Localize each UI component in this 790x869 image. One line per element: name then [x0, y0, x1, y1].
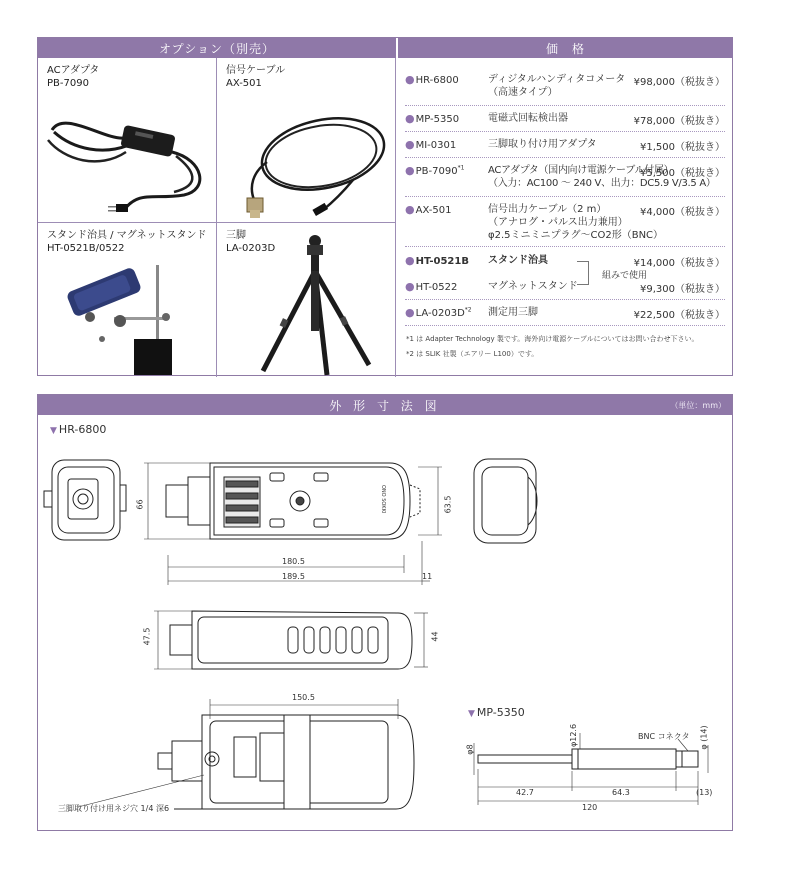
- price-value: ¥22,500（税抜き）: [633, 310, 725, 321]
- mp5350-drawing: [478, 749, 698, 769]
- bullet-icon: ●: [405, 203, 415, 216]
- ac-adapter-image: [44, 100, 214, 220]
- signal-cable-image: [223, 92, 393, 222]
- option-model: LA-0203D: [226, 243, 276, 254]
- price-code: MP-5350: [415, 114, 460, 125]
- bnc-connector-label: BNC コネクタ: [638, 732, 690, 741]
- price-code: PB-7090: [415, 166, 458, 177]
- hr6800-model: HR-6800: [58, 423, 107, 436]
- end-view-right: [474, 459, 537, 543]
- dim-44: 44: [430, 631, 440, 642]
- price-desc: 信号出力ケーブル（2 m）: [488, 204, 607, 215]
- divider: [405, 157, 725, 158]
- price-desc: （入力：AC100 ～ 240 V、出力：DC5.9 V/3.5 A）: [488, 178, 716, 189]
- dimensions-header: [38, 395, 732, 415]
- divider: [405, 325, 725, 326]
- footnote-2: *2 は SLIK 社製（エアリー L100）です。: [406, 350, 539, 358]
- price-desc: 電磁式回転検出器: [488, 113, 568, 124]
- option-model: HT-0521B/0522: [47, 243, 125, 254]
- divider: [405, 105, 725, 106]
- dim-63-5: 63.5: [443, 495, 453, 514]
- price-desc: スタンド治具: [488, 255, 548, 266]
- dim-64-3: 64.3: [612, 788, 630, 797]
- price-desc: 測定用三脚: [488, 307, 538, 318]
- dim-150-5: 150.5: [292, 693, 315, 702]
- price-value: ¥78,000（税抜き）: [633, 116, 725, 127]
- price-desc: （アナログ・パルス出力兼用）: [488, 217, 628, 228]
- triangle-down-icon: ▼: [468, 709, 475, 719]
- divider: [405, 131, 725, 132]
- option-name: ACアダプタ: [47, 65, 100, 76]
- combo-label: 組みで使用: [602, 271, 648, 281]
- price-value: ¥14,000（税抜き）: [633, 258, 725, 269]
- end-view-left: [44, 460, 126, 540]
- option-name: スタンド治具 / マグネットスタンド: [47, 230, 207, 241]
- stand-image: [44, 257, 214, 377]
- bullet-icon: ●: [405, 73, 415, 86]
- price-code: AX-501: [415, 205, 452, 216]
- price-value: ¥9,300（税抜き）: [640, 284, 725, 295]
- mp5350-model: MP-5350: [476, 706, 525, 719]
- bullet-icon: ●: [405, 164, 415, 177]
- footnote-mark: *2: [464, 306, 472, 314]
- dim-13: (13): [696, 788, 713, 797]
- price-desc: 三脚取り付け用アダプタ: [488, 139, 597, 150]
- price-desc: ディジタルハンディタコメータ: [488, 74, 626, 85]
- option-name: 三脚: [226, 230, 246, 241]
- dim-11: 11: [422, 572, 433, 581]
- option-cell-signal-cable: [217, 58, 396, 223]
- hr6800-drawing: [38, 415, 732, 830]
- dimensions-header-text: 外 形 寸 法 図: [329, 398, 441, 413]
- option-cell-tripod: [217, 223, 396, 377]
- price-code: MI-0301: [415, 140, 457, 151]
- price-list: [397, 58, 733, 377]
- dim-180-5: 180.5: [282, 557, 305, 566]
- combo-bracket: [577, 261, 589, 285]
- price-desc: マグネットスタンド: [488, 281, 578, 292]
- price-value: ¥5,500（税抜き）: [640, 168, 725, 179]
- price-desc: （高速タイプ）: [488, 87, 558, 98]
- prices-header-text: 価 格: [545, 41, 585, 56]
- divider: [405, 246, 725, 247]
- unit-label: （単位：mm）: [670, 400, 726, 410]
- price-value: ¥1,500（税抜き）: [640, 142, 725, 153]
- prices-header: [397, 38, 733, 58]
- footnote-1: *1 は Adapter Technology 製です。海外向け電源ケーブルについてはお問い合わせ下さい。: [406, 335, 699, 343]
- device-brand-text: ONO SOKKI: [380, 485, 386, 514]
- footnote-mark: *1: [457, 164, 465, 172]
- bottom-view: [158, 715, 414, 809]
- tripod-image: [223, 227, 393, 377]
- option-cell-ac-adapter: [38, 58, 217, 223]
- option-model: PB-7090: [47, 78, 89, 89]
- divider: [405, 299, 725, 300]
- price-desc: ACアダプタ（国内向け電源ケーブル付属）: [488, 165, 674, 176]
- triangle-down-icon: ▼: [50, 426, 57, 436]
- bullet-icon: ●: [405, 280, 415, 293]
- price-code: HR-6800: [415, 75, 459, 86]
- bullet-icon: ●: [405, 112, 415, 125]
- option-model: AX-501: [226, 78, 262, 89]
- price-value: ¥98,000（税抜き）: [633, 77, 725, 88]
- price-code: HT-0521B: [415, 256, 469, 267]
- option-cell-stand: [38, 223, 217, 377]
- price-code: LA-0203D: [415, 308, 465, 319]
- options-header-text: オプション（別売）: [159, 41, 275, 56]
- option-name: 信号ケーブル: [226, 65, 286, 76]
- dim-42-7: 42.7: [516, 788, 534, 797]
- dim-66: 66: [135, 499, 145, 510]
- dimensions-panel: [37, 394, 733, 831]
- dim-189-5: 189.5: [282, 572, 305, 581]
- options-header: [38, 38, 396, 58]
- dim-d12-6: φ12.6: [569, 723, 579, 748]
- dim-47-5: 47.5: [142, 627, 152, 646]
- dim-d8: φ8: [465, 744, 475, 755]
- side-view: [170, 611, 412, 669]
- tripod-screw-label: 三脚取り付け用ネジ穴 1/4 深6: [58, 804, 170, 813]
- options-price-panel: [37, 37, 733, 376]
- price-value: ¥4,000（税抜き）: [640, 207, 725, 218]
- bullet-icon: ●: [405, 254, 415, 267]
- bullet-icon: ●: [405, 138, 415, 151]
- price-row-hr6800: [405, 73, 725, 99]
- price-desc: φ2.5ミニミニプラグ～CO2形（BNC）: [488, 230, 664, 241]
- price-code: HT-0522: [415, 282, 458, 293]
- dim-120: 120: [582, 803, 598, 812]
- divider: [405, 196, 725, 197]
- dim-d14: φ (14): [699, 725, 709, 750]
- bullet-icon: ●: [405, 306, 415, 319]
